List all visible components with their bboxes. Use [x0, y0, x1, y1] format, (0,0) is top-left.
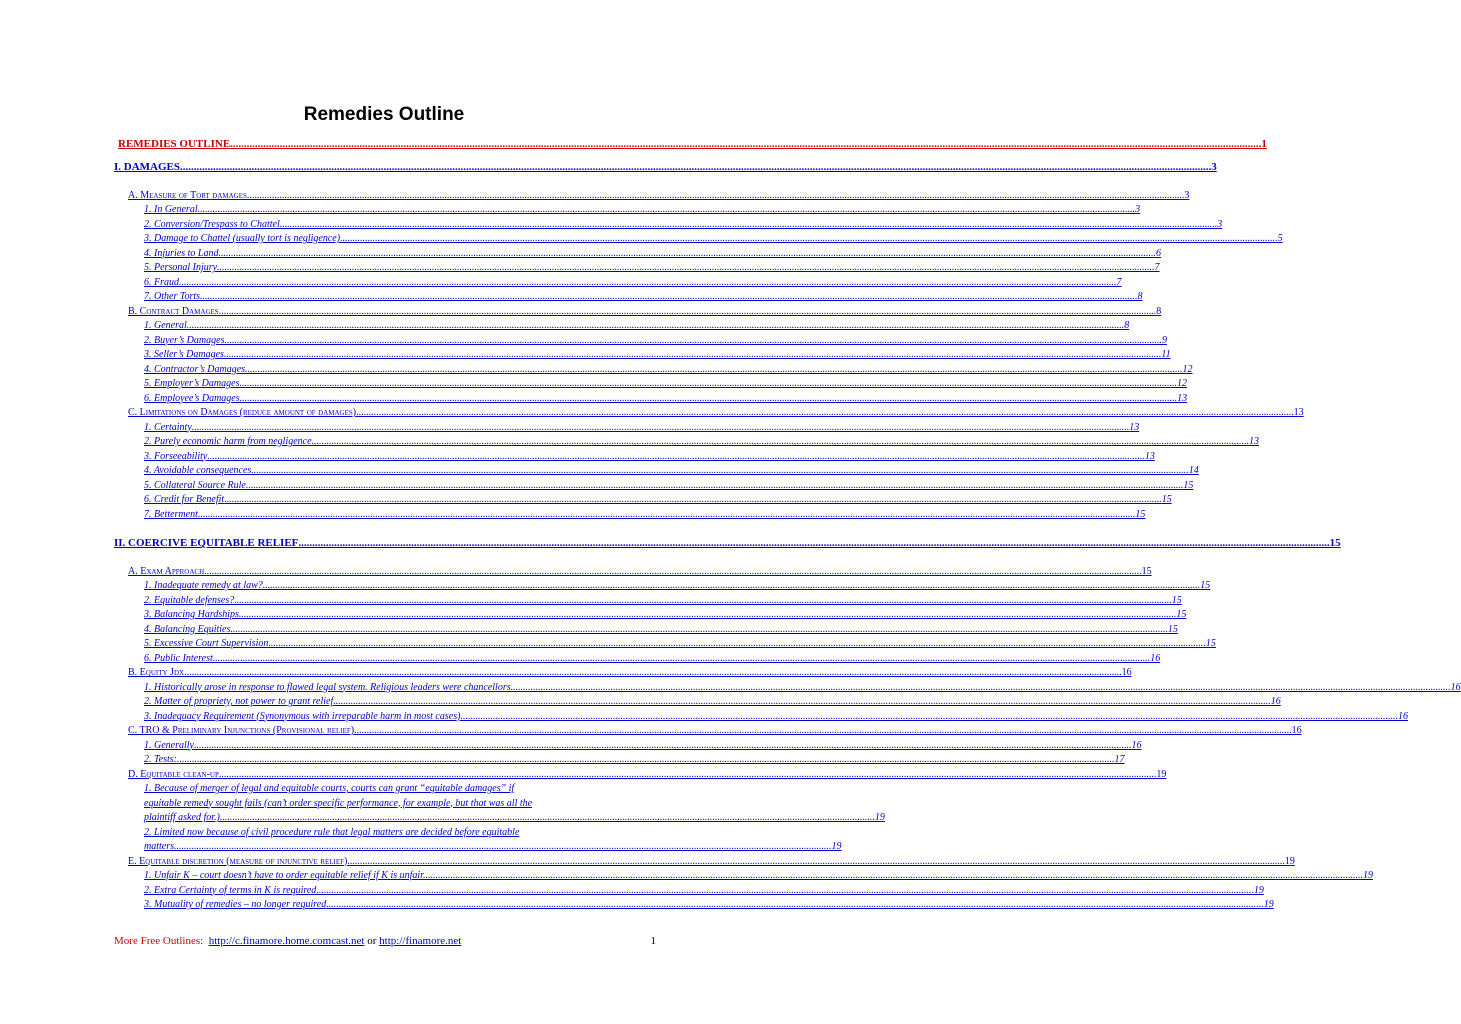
toc-entry-label: 3. Forseeability	[144, 450, 208, 462]
toc-page-number: 15	[1135, 508, 1146, 520]
toc-entry-label: plaintiff asked for.)	[144, 812, 220, 823]
toc-entry[interactable]	[114, 160, 1217, 175]
toc-page-number: 8	[1156, 305, 1162, 317]
toc-page-number: 19	[1156, 768, 1167, 780]
toc-entry-label: D. Equitable clean-up	[128, 768, 219, 780]
toc-page-number: 3	[1184, 189, 1190, 201]
toc-entry[interactable]	[114, 666, 1132, 681]
toc-page-number: 15	[1141, 565, 1152, 577]
toc-entry-label: 1. In General	[144, 204, 198, 215]
toc-leader-dots	[247, 189, 1185, 204]
toc-page-number: 19	[1362, 870, 1373, 881]
toc-leader-dots	[316, 884, 1254, 899]
toc-page-number: 15	[1167, 623, 1178, 635]
toc-page-number: 13	[1177, 392, 1188, 404]
toc-entry-line: 1. Because of merger of legal and equitable courts, courts can grant “equitable damages” if	[144, 783, 515, 794]
toc-page-number: 15	[1200, 580, 1211, 591]
page-title: Remedies Outline	[303, 104, 465, 125]
toc-entry[interactable]	[114, 508, 1146, 523]
toc-entry-line: 2. Limited now because of civil procedure rule that legal matters are decided before equitable	[144, 826, 520, 838]
toc-leader-dots	[425, 869, 1363, 884]
toc-leader-dots	[312, 435, 1250, 450]
toc-page-number: 9	[1161, 334, 1167, 346]
toc-page-number: 3	[1135, 204, 1141, 215]
toc-leader-dots	[194, 739, 1132, 754]
toc-leader-dots	[224, 493, 1162, 508]
toc-entry-label: II. COERCIVE EQUITABLE RELIEF	[114, 537, 299, 549]
toc-page-number: 3	[1211, 161, 1217, 173]
toc-entry-label: 3. Seller’s Damages	[144, 349, 224, 360]
toc-leader-dots	[347, 855, 1285, 870]
toc-entry-label: 6. Credit for Benefit	[144, 494, 225, 505]
toc-leader-dots	[333, 695, 1271, 710]
toc-entry-label: A. Measure of Tort damages	[128, 189, 247, 201]
toc-leader-dots	[298, 536, 1329, 551]
toc-page-number: 15	[1176, 609, 1187, 620]
toc-page-number: 3	[1217, 218, 1223, 230]
toc-entry-label: 1. Unfair K – court doesn’t have to order equitable relief if K is unfair.	[144, 870, 426, 881]
toc-entry[interactable]	[114, 768, 1167, 783]
toc-entry[interactable]	[114, 739, 1142, 754]
toc-entry-label: 5. Collateral Source Rule	[144, 479, 246, 491]
toc-leader-dots	[198, 203, 1136, 218]
toc-page-number: 12	[1182, 363, 1193, 375]
toc-entry-label: 5. Excessive Court Supervision	[144, 638, 269, 649]
toc-leader-dots	[280, 218, 1218, 233]
toc-leader-dots	[240, 392, 1178, 407]
toc-entry[interactable]	[114, 826, 842, 855]
toc-entry-last-line	[144, 840, 842, 855]
toc-entry[interactable]	[114, 232, 1283, 247]
page-number: 1	[650, 935, 656, 947]
toc-leader-dots	[234, 594, 1172, 609]
toc-entry-label: 6. Public Interest	[144, 652, 213, 664]
toc-entry[interactable]	[114, 218, 1223, 233]
toc-entry[interactable]	[114, 137, 1267, 152]
toc-entry[interactable]	[114, 348, 1171, 363]
footer	[114, 935, 656, 947]
toc-page-number: 16	[1397, 710, 1408, 722]
toc-leader-dots	[263, 579, 1201, 594]
toc-leader-dots	[460, 710, 1398, 725]
toc-leader-dots	[230, 137, 1261, 152]
toc-entry-label: 2. Conversion/Trespass to Chattel	[144, 218, 280, 230]
toc-entry[interactable]	[114, 855, 1295, 870]
toc-page-number: 1	[1261, 138, 1267, 150]
toc-page-number: 5	[1277, 233, 1283, 244]
toc-leader-dots	[200, 290, 1138, 305]
toc-leader-dots	[192, 421, 1130, 436]
toc-entry[interactable]	[114, 406, 1304, 421]
toc-entry[interactable]	[114, 189, 1190, 204]
toc-leader-dots	[224, 334, 1162, 349]
toc-page-number: 16	[1450, 681, 1461, 693]
toc-entry[interactable]	[114, 479, 1194, 494]
toc-leader-dots	[179, 276, 1117, 291]
toc-entry[interactable]	[114, 695, 1281, 710]
toc-entry[interactable]	[114, 637, 1216, 652]
toc-page-number: 8	[1137, 291, 1143, 302]
toc-leader-dots	[246, 479, 1184, 494]
toc-page-number: 19	[831, 841, 842, 852]
toc-page-number: 12	[1176, 378, 1187, 389]
toc-leader-dots	[245, 363, 1183, 378]
toc-entry-label: 5. Personal Injury	[144, 262, 218, 273]
toc-page-number: 13	[1293, 407, 1304, 418]
toc-entry-label: 2. Tests:	[144, 754, 177, 765]
toc-leader-dots	[217, 261, 1155, 276]
toc-page-number: 13	[1249, 436, 1260, 447]
toc-page-number: 15	[1161, 494, 1172, 505]
toc-entry[interactable]	[114, 681, 1461, 696]
toc-leader-dots	[177, 840, 832, 855]
toc-entry-label: 2. Buyer’s Damages	[144, 334, 225, 346]
toc-page-number: 7	[1154, 262, 1160, 273]
toc-page-number: 19	[1253, 884, 1264, 896]
toc-entry-label: 7. Betterment	[144, 508, 198, 520]
toc-page-number: 15	[1329, 537, 1341, 549]
toc-entry-label: 4. Injuries to Land	[144, 247, 219, 259]
toc-page-number: 15	[1183, 479, 1194, 491]
toc-entry-label: B. Equity Jdx	[128, 667, 185, 678]
toc-page-number: 19	[1263, 899, 1274, 910]
toc-leader-dots	[213, 652, 1151, 667]
toc-entry[interactable]	[114, 377, 1187, 392]
toc-leader-dots	[218, 247, 1156, 262]
toc-entry-last-line	[144, 811, 885, 826]
toc-leader-dots	[207, 450, 1145, 465]
toc-leader-dots	[513, 681, 1451, 696]
toc-entry[interactable]	[114, 392, 1188, 407]
toc-leader-dots	[230, 623, 1168, 638]
toc-leader-dots	[198, 508, 1136, 523]
toc-leader-dots	[354, 724, 1292, 739]
toc-page-number: 16	[1150, 652, 1161, 664]
toc-entry[interactable]	[114, 565, 1152, 580]
toc-entry[interactable]	[114, 753, 1125, 768]
toc-entry-label: 1. Inadequate remedy at law?	[144, 580, 263, 591]
toc-entry-label: 6. Fraud	[144, 276, 179, 288]
toc-entry[interactable]	[114, 623, 1178, 638]
toc-entry-label: 1. Historically arose in response to flawed legal system. Religious leaders were chancellors.	[144, 681, 514, 693]
toc-page-number: 16	[1131, 739, 1142, 751]
toc-entry[interactable]	[114, 276, 1122, 291]
toc-entry-label: 3. Mutuality of remedies – no longer required	[144, 899, 327, 910]
toc-page-number: 17	[1114, 754, 1125, 765]
toc-page-number: 15	[1205, 638, 1216, 649]
toc-page-number: 13	[1129, 421, 1140, 433]
toc-entry-label: 5. Employer’s Damages	[144, 378, 240, 389]
toc-entry[interactable]	[114, 869, 1373, 884]
toc-leader-dots	[177, 753, 1115, 768]
toc-page-number: 16	[1291, 725, 1302, 736]
toc-leader-dots	[219, 305, 1157, 320]
toc-page-number: 7	[1116, 276, 1122, 288]
toc-entry-label: E. Equitable discretion (measure of injunctive relief)	[128, 855, 348, 867]
toc-entry[interactable]	[114, 782, 885, 826]
toc-entry-label: 7. Other Torts	[144, 291, 201, 302]
toc-leader-dots	[268, 637, 1206, 652]
toc-page-number: 19	[874, 812, 885, 823]
toc-entry-label: 1. Generally	[144, 739, 194, 751]
toc-page-number: 11	[1161, 349, 1171, 360]
toc-leader-dots	[184, 666, 1122, 681]
toc-entry[interactable]	[114, 334, 1167, 349]
toc-leader-dots	[180, 160, 1211, 175]
toc-leader-dots	[340, 232, 1278, 247]
toc-entry-label: 4. Avoidable consequences	[144, 465, 252, 476]
toc-entry[interactable]	[114, 594, 1182, 609]
toc-entry-label: 3. Balancing Hardships	[144, 609, 239, 620]
toc-entry-label: 2. Extra Certainty of terms in K is required	[144, 884, 317, 896]
toc-page-number: 14	[1188, 465, 1199, 476]
toc-leader-dots	[220, 811, 875, 826]
toc-entry[interactable]	[114, 261, 1160, 276]
footer-link-finamore[interactable]: http://finamore.net	[379, 935, 462, 947]
toc-page-number: 6	[1155, 247, 1161, 259]
table-of-contents	[114, 137, 1461, 913]
toc-entry-label: matters.	[144, 841, 177, 852]
toc-entry[interactable]	[114, 247, 1161, 262]
toc-entry-label: C. TRO & Preliminary Injunctions (Provisional relief)	[128, 725, 355, 736]
footer-link-comcast[interactable]: http://c.finamore.home.comcast.net	[208, 935, 365, 947]
toc-entry-label: A. Exam Approach	[128, 565, 205, 577]
toc-entry[interactable]	[114, 652, 1161, 667]
toc-leader-dots	[187, 319, 1125, 334]
toc-entry-label: B. Contract Damages	[128, 305, 219, 317]
toc-entry[interactable]	[114, 464, 1199, 479]
toc-entry[interactable]	[114, 710, 1408, 725]
toc-leader-dots	[204, 565, 1142, 580]
toc-entry[interactable]	[114, 898, 1274, 913]
toc-entry-label: 2. Purely economic harm from negligence	[144, 436, 312, 447]
toc-page-number: 8	[1124, 320, 1130, 331]
toc-entry-label: 2. Equitable defenses?	[144, 594, 235, 606]
toc-entry[interactable]	[114, 579, 1211, 594]
toc-page-number: 19	[1284, 855, 1295, 867]
toc-leader-dots	[251, 464, 1189, 479]
toc-leader-dots	[239, 608, 1177, 623]
toc-entry-line: equitable remedy sought fails (can’t order specific performance, for example, but that was all the	[144, 797, 533, 809]
toc-leader-dots	[239, 377, 1177, 392]
footer-or-text: or	[367, 935, 377, 947]
toc-entry[interactable]	[114, 536, 1341, 551]
toc-entry[interactable]	[114, 319, 1130, 334]
toc-leader-dots	[356, 406, 1294, 421]
toc-entry-label: 1. Certainty	[144, 421, 192, 433]
toc-entry[interactable]	[114, 363, 1193, 378]
toc-entry[interactable]	[114, 724, 1302, 739]
toc-entry[interactable]	[114, 203, 1141, 218]
toc-entry-label: 6. Employee’s Damages	[144, 392, 240, 404]
toc-entry-label: 4. Contractor’s Damages	[144, 363, 246, 375]
toc-entry[interactable]	[114, 884, 1264, 899]
toc-entry[interactable]	[114, 608, 1187, 623]
toc-page-number: 15	[1171, 594, 1182, 606]
toc-entry-label: REMEDIES OUTLINE	[118, 138, 231, 150]
toc-leader-dots	[326, 898, 1264, 913]
toc-entry-label: 2. Matter of propriety, not power to grant relief	[144, 696, 334, 707]
toc-entry-label: 3. Damage to Chattel (usually tort is negligence)	[144, 233, 341, 244]
toc-page-number: 16	[1270, 696, 1281, 707]
toc-page-number: 16	[1121, 667, 1132, 678]
toc-entry[interactable]	[114, 290, 1143, 305]
toc-entry-label: 4. Balancing Equities	[144, 623, 231, 635]
toc-entry[interactable]	[114, 421, 1140, 436]
toc-entry-label: 3. Inadequacy Requirement (Synonymous with irreparable harm in most cases)	[144, 710, 461, 722]
toc-entry-label: 1. General	[144, 320, 187, 331]
toc-entry[interactable]	[114, 435, 1260, 450]
toc-leader-dots	[219, 768, 1157, 783]
toc-entry[interactable]	[114, 450, 1155, 465]
toc-entry[interactable]	[114, 493, 1172, 508]
toc-leader-dots	[224, 348, 1162, 363]
toc-entry-label: I. DAMAGES	[114, 161, 181, 173]
toc-page-number: 13	[1144, 450, 1155, 462]
toc-entry[interactable]	[114, 305, 1162, 320]
toc-entry-label: C. Limitations on Damages (reduce amount of damages)	[128, 407, 357, 418]
footer-lead-text: More Free Outlines:	[114, 935, 204, 947]
